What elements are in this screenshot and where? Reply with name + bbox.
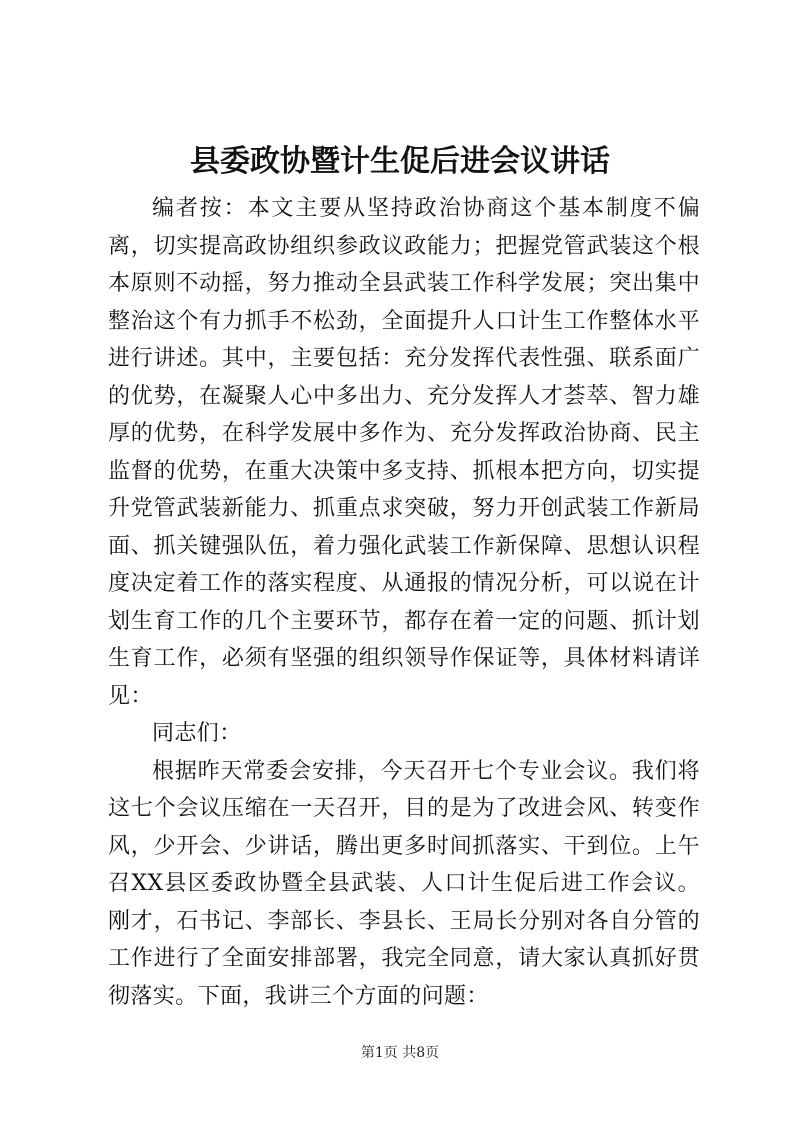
body-paragraph: 根据昨天常委会安排，今天召开七个专业会议。我们将这七个会议压缩在一天召开，目的是为了改进会风、转变作风，少开会、少讲话，腾出更多时间抓落实、干到位。上午召XX县区委政协暨全县武装、人口计生促后进工作会议。刚才，石书记、李部长、李县长、王局长分别对各自分管的工作进行了全面安排部署，我完全同意，请大家认真抓好贯彻落实。下面，我讲三个方面的问题： xyxy=(108,758,700,1009)
salutation-paragraph: 同志们： xyxy=(152,721,242,746)
document-body xyxy=(108,190,700,1015)
document-title: 县委政协暨计生促后进会议讲话 xyxy=(190,144,610,179)
page-footer: 第1页 共8页 xyxy=(360,1045,440,1061)
editor-note-paragraph: 编者按：本文主要从坚持政治协商这个基本制度不偏离，切实提高政协组织参政议政能力；把握党管武装这个根本原则不动摇，努力推动全县武装工作科学发展；突出集中整治这个有力抓手不松劲，全面提升人口计生工作整体水平进行讲述。其中，主要包括：充分发挥代表性强、联系面广的优势，在凝聚人心中多出力、充分发挥人才荟萃、智力雄厚的优势，在科学发展中多作为、充分发挥政治协商、民主监督的优势，在重大决策中多支持、抓根本把方向，切实提升党管武装新能力、抓重点求突破，努力开创武装工作新局面、抓关键强队伍，着力强化武装工作新保障、思想认识程度决定着工作的落实程度、从通报的情况分析，可以说在计划生育工作的几个主要环节，都存在着一定的问题、抓计划生育工作，必须有坚强的组织领导作保证等，具体材料请详见： xyxy=(108,196,700,709)
